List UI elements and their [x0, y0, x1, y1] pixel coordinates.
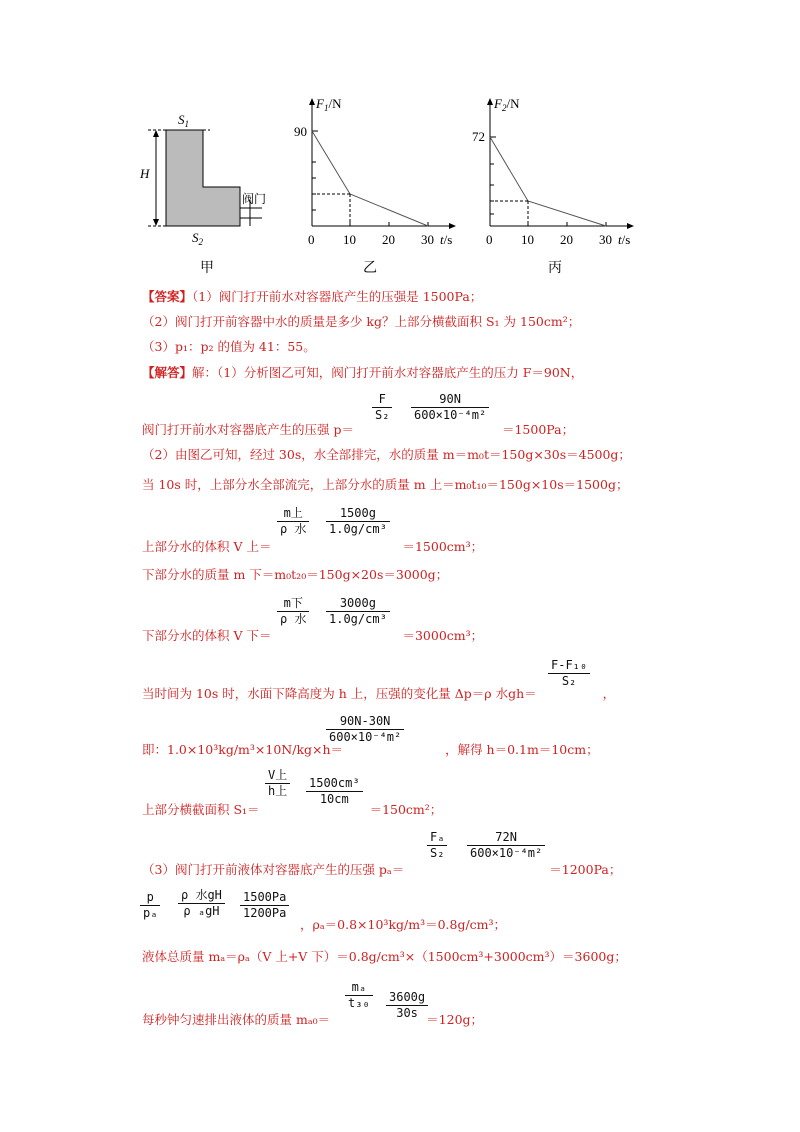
x-tick-10: 10	[343, 232, 356, 247]
frac-ma-t30: mₐ t₃₀	[345, 980, 373, 1011]
figure-jia	[139, 112, 266, 276]
series-line	[490, 137, 606, 226]
x-label: t/s	[618, 232, 631, 247]
figures	[0, 0, 800, 290]
solution-line-1: 【解答】解：（1）分析图乙可知，阀门打开前水对容器底产生的压力 F＝90N，	[142, 365, 584, 380]
caption-yi: 乙	[363, 261, 377, 276]
frac-60n-area: 90N-30N 600×10⁻⁴m²	[326, 714, 404, 745]
chart-yi	[294, 96, 456, 276]
x-tick-30: 30	[421, 232, 434, 247]
frac-1500g-density: 1500g 1.0g/cm³	[326, 506, 390, 537]
answer-line-3: （3）p₁：p₂ 的值为 41：55。	[142, 339, 316, 354]
solution-line-3: （2）由图乙可知，经过 30s，水全部排完，水的质量 m＝m₀t＝150g×30s＝4500g；	[142, 447, 631, 462]
container-water	[166, 130, 240, 226]
y-label: $F_1/N$	[316, 96, 342, 113]
label-h: H	[140, 166, 150, 181]
y-tick-90: 90	[294, 124, 307, 139]
frac-rho-ratio: ρ 水gH ρ ₐgH	[178, 888, 225, 919]
solution-line-7: 下部分水的体积 V 下＝ ＝3000cm³；	[142, 628, 484, 643]
solution-line-8: 当时间为 10s 时，水面下降高度为 h 上，压强的变化量 Δp＝ρ 水gh＝ ，	[142, 686, 616, 701]
frac-v-h: V上 h上	[265, 768, 290, 799]
frac-90n-area: 90N 600×10⁻⁴m²	[411, 392, 489, 423]
solution-line-13: 液体总质量 mₐ＝ρₐ（V 上+V 下）＝0.8g/cm³×（1500cm³+3000cm³）＝3600g；	[142, 949, 627, 964]
caption-bing: 丙	[548, 261, 562, 276]
answer-line-2: （2）阀门打开前容器中水的质量是多少 kg？上部分横截面积 S₁ 为 150cm²；	[142, 314, 581, 329]
frac-m-lower-rho: m下 ρ 水	[277, 596, 309, 627]
solution-line-4: 当 10s 时，上部分水全部流完，上部分水的质量 m 上＝m₀t₁₀＝150g×10s＝1500g；	[142, 477, 629, 492]
x-tick-20: 20	[382, 232, 395, 247]
frac-3000g-density: 3000g 1.0g/cm³	[326, 596, 390, 627]
frac-1500cm3-10cm: 1500cm³ 10cm	[306, 776, 363, 807]
solution-line-11: （3）阀门打开前液体对容器底产生的压强 pₐ＝ ＝1200Pa；	[142, 862, 622, 877]
x-tick-0: 0	[486, 232, 493, 247]
x-label: t/s	[440, 232, 453, 247]
x-tick-30: 30	[599, 232, 612, 247]
solution-line-6: 下部分水的质量 m 下＝m₀t₂₀＝150g×20s＝3000g；	[142, 567, 449, 582]
x-tick-0: 0	[308, 232, 315, 247]
frac-fa-s2: Fₐ S₂	[427, 830, 447, 861]
frac-m-upper-rho: m上 ρ 水	[277, 506, 309, 537]
frac-p-pa: p pₐ	[140, 890, 160, 921]
frac-f-s2: F S₂	[372, 392, 392, 423]
solution-line-2: 阀门打开前水对容器底产生的压强 p＝ ＝1500Pa；	[142, 422, 575, 437]
y-tick-72: 72	[472, 129, 485, 144]
label-s1: $S_1$	[178, 112, 189, 129]
chart-bing	[472, 96, 634, 276]
x-tick-10: 10	[521, 232, 534, 247]
solution-line-9: 即：1.0×10³kg/m³×10N/kg×h＝ ，解得 h＝0.1m＝10cm；	[142, 742, 599, 757]
solution-line-12: ，ρₐ＝0.8×10³kg/m³＝0.8g/cm³；	[300, 917, 507, 932]
caption-jia: 甲	[200, 261, 214, 276]
solution-line-10: 上部分横截面积 S₁＝ ＝150cm²；	[142, 802, 443, 817]
solution-line-14: 每秒钟匀速排出液体的质量 mₐ₀＝ ＝120g；	[142, 1012, 484, 1027]
solution-line-5: 上部分水的体积 V 上＝ ＝1500cm³；	[142, 539, 484, 554]
frac-delta-f: F-F₁₀ S₂	[548, 658, 590, 689]
y-label: $F_2/N$	[494, 96, 520, 113]
label-valve: 阀门	[242, 192, 267, 206]
x-tick-20: 20	[560, 232, 573, 247]
answer-line-1: 【答案】（1）阀门打开前水对容器底产生的压强是 1500Pa；	[142, 289, 483, 304]
label-s2: $S_2$	[192, 230, 203, 247]
frac-3600g-30s: 3600g 30s	[386, 990, 428, 1021]
frac-72n-area: 72N 600×10⁻⁴m²	[467, 830, 545, 861]
series-line	[312, 131, 428, 226]
frac-1500pa-1200pa: 1500Pa 1200Pa	[240, 890, 289, 921]
